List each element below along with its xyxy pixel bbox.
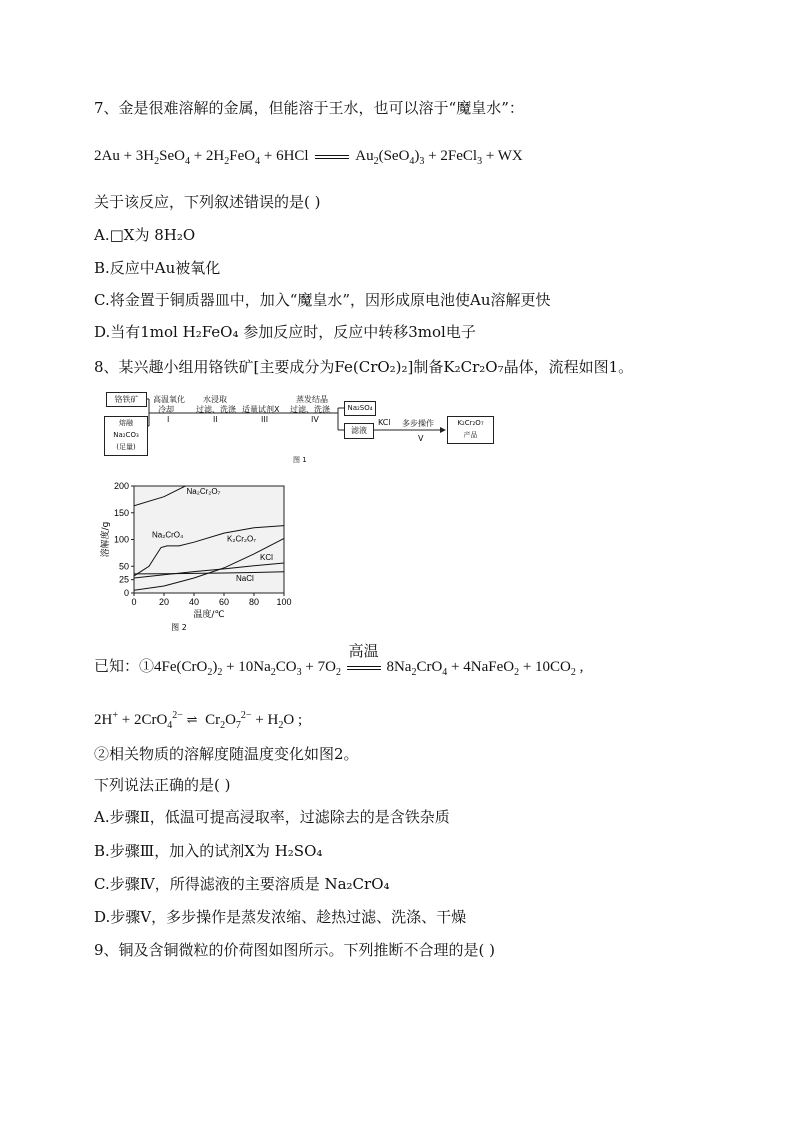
q8-option-b: B.步骤Ⅲ，加入的试剂X为 H₂SO₄ <box>94 842 323 860</box>
series-label: NaCl <box>236 574 254 584</box>
q7-option-d: D.当有1mol H₂FeO₄ 参加反应时，反应中转移3mol电子 <box>94 323 476 341</box>
q7-option-b: B.反应中Au被氧化 <box>94 259 221 277</box>
series-label: Na₂CrO₄ <box>152 530 184 540</box>
x-tick-label: 20 <box>158 597 170 607</box>
series-label: KCl <box>260 552 273 562</box>
x-tick-label: 60 <box>218 597 230 607</box>
y-tick-label: 150 <box>113 507 129 518</box>
solubility-chart <box>98 476 298 636</box>
series-label: Na₂Cr₂O₇ <box>186 487 221 497</box>
q7-option-a: A.□X为 8H₂O <box>94 226 196 244</box>
box-product-line2: 产品 <box>463 431 478 439</box>
box-flux-line2: Na₂CO₃ <box>113 431 139 439</box>
step2-top: 水浸取 <box>203 395 227 404</box>
x-axis-label: 温度/℃ <box>193 610 225 620</box>
figure1-caption: 图 1 <box>293 456 307 464</box>
step3-num: III <box>261 415 269 424</box>
box-na2so4: Na₂SO₄ <box>344 401 376 416</box>
x-tick-label: 40 <box>188 597 200 607</box>
box-product-line1: K₂Cr₂O₇ <box>457 419 484 427</box>
q7-stem: 7、金是很难溶解的金属，但能溶于王水，也可以溶于“魔皇水”： <box>94 99 524 117</box>
box-flux <box>104 416 148 456</box>
known2: ②相关物质的溶解度随温度变化如图2。 <box>94 745 359 763</box>
step1-mid: 冷却 <box>158 405 174 414</box>
box-product <box>447 416 494 444</box>
q8-option-d: D.步骤Ⅴ，多步操作是蒸发浓缩、趁热过滤、洗涤、干燥 <box>94 908 467 926</box>
q7-equation: $2Au + 3H_2SeO_4 + 2H_2FeO_4 + 6HCl$ $Au_2(SeO_4)_3$ + 2FeCl$_3$ + WX <box>94 148 523 167</box>
kcl-label: KCl <box>378 418 391 427</box>
known-prefix: 已知：① <box>94 659 155 675</box>
plot-frame <box>134 486 284 593</box>
step5-num: V <box>418 434 424 443</box>
y-tick-label: 200 <box>113 481 129 491</box>
step4-mid: 过滤、洗涤 <box>290 405 330 414</box>
q8-option-c: C.步骤Ⅳ，所得滤液的主要溶质是 Na₂CrO₄ <box>94 875 390 893</box>
step4-num: IV <box>311 415 319 424</box>
condition-label: 高温 <box>348 643 379 660</box>
box-filtrate: 滤液 <box>344 423 374 439</box>
step1-num: I <box>167 415 170 424</box>
y-tick-label: 25 <box>118 574 129 585</box>
box-flux-line1: 熔融 <box>119 419 133 427</box>
y-tick-label: 0 <box>123 588 129 598</box>
step1-top: 高温氧化 <box>153 395 185 404</box>
known1-equilibrium: 2H+ + 2CrO$_4^{2-}$ ⇌ $Cr_2O_7^{2-} + H_2O$ ; <box>94 710 303 731</box>
step3-mid: 适量试剂X <box>242 405 280 414</box>
condition-arrow <box>347 643 381 670</box>
step2-num: II <box>213 415 218 424</box>
x-tick-label: 0 <box>131 597 137 607</box>
flowchart-figure1 <box>100 388 510 466</box>
chart-svg <box>98 476 298 636</box>
y-tick-label: 100 <box>113 534 129 545</box>
step2-mid: 过滤、洗涤 <box>196 405 236 414</box>
q7-option-c: C.将金置于铜质器皿中，加入“魔皇水”，因形成原电池使Au溶解更快 <box>94 291 551 309</box>
box-ore: 铬铁矿 <box>106 392 147 407</box>
q8-option-a: A.步骤Ⅱ，低温可提高浸取率，过滤除去的是含铁杂质 <box>94 808 450 826</box>
q8-question: 下列说法正确的是( ) <box>94 776 231 794</box>
q9-stem: 9、铜及含铜微粒的价荷图如图所示。下列推断不合理的是( ) <box>94 941 496 959</box>
y-axis-label: 溶解度/g <box>101 521 111 558</box>
figure2-caption: 图 2 <box>171 623 187 632</box>
q7-question: 关于该反应，下列叙述错误的是( ) <box>94 193 321 211</box>
known1: 已知：$①4Fe(CrO_2)_2 + 10Na_2CO_3 + 7O_2$ 高温 $8Na_2CrO_4$ + 4NaFeO$_2$ + $10CO_2$ , <box>94 643 584 678</box>
y-tick-label: 50 <box>118 561 129 572</box>
box-flux-line3: (足量) <box>116 443 136 451</box>
step4-top: 蒸发结晶 <box>296 395 328 404</box>
q8-stem: 8、某兴趣小组用铬铁矿[主要成分为Fe(CrO₂)₂]制备K₂Cr₂O₇晶体，流程如图1。 <box>94 358 634 376</box>
x-tick-label: 100 <box>276 597 292 607</box>
x-tick-label: 80 <box>248 597 260 607</box>
series-label: K₂Cr₂O₇ <box>227 534 256 544</box>
step5-top: 多步操作 <box>402 419 434 428</box>
